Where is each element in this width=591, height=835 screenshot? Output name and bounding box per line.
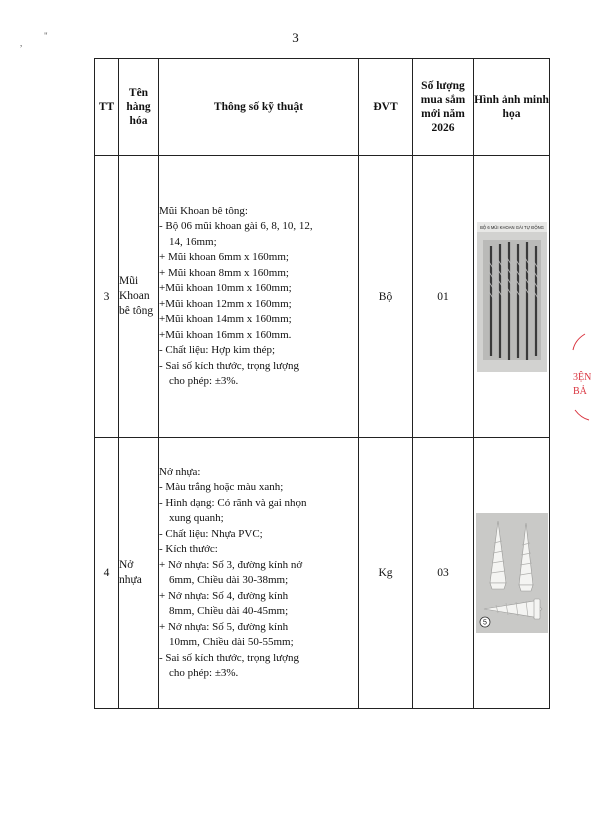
- header-image: Hình ảnh minh họa: [474, 59, 550, 156]
- spec-line: - Bộ 06 mũi khoan gài 6, 8, 10, 12,: [159, 220, 313, 232]
- row-tt: 4: [95, 438, 119, 709]
- spec-line: Nở nhựa:: [159, 465, 201, 478]
- spec-line: 8mm, Chiều dài 40-45mm;: [169, 605, 289, 617]
- spec-line: - Sai số kích thước, trọng lượng: [159, 651, 299, 664]
- scan-mark: ": [44, 31, 48, 41]
- stamp-text: BẢ: [573, 386, 587, 397]
- spec-line: 14, 16mm;: [169, 235, 217, 248]
- header-spec: Thông số kỹ thuật: [159, 59, 359, 156]
- spec-line: + Nở nhựa: Số 4, đường kính: [159, 589, 289, 602]
- spec-line: + Mũi khoan 8mm x 160mm;: [159, 266, 289, 279]
- page-number: 3: [292, 30, 299, 45]
- stamp-text: 3ỆN: [573, 372, 591, 383]
- plug-size-badge: 5: [482, 619, 487, 627]
- spec-line: - Kích thước:: [159, 543, 218, 555]
- spec-line: xung quanh;: [169, 512, 224, 524]
- row-image-cell: [474, 156, 550, 438]
- row-unit: Bộ: [359, 156, 413, 438]
- row-image-cell: [474, 438, 550, 709]
- drill-bits-image: [477, 222, 547, 372]
- header-unit: ĐVT: [359, 59, 413, 156]
- row-qty: 03: [413, 438, 474, 709]
- header-name: Tên hàng hóa: [119, 59, 159, 156]
- spec-line: cho phép: ±3%.: [169, 375, 239, 387]
- header-qty: Số lượng mua sắm mới năm 2026: [413, 59, 474, 156]
- table-header-row: [95, 59, 550, 156]
- row-spec: [159, 438, 359, 709]
- spec-line: - Màu trắng hoặc màu xanh;: [159, 481, 284, 493]
- spec-line: +Mũi khoan 14mm x 160mm;: [159, 313, 292, 325]
- spec-table: [94, 58, 550, 709]
- wall-plugs-image: [476, 513, 548, 633]
- spec-line: - Sai số kích thước, trọng lượng: [159, 359, 299, 372]
- spec-line: + Nở nhựa: Số 5, đường kính: [159, 620, 289, 633]
- drill-bits-caption: BỘ 6 MŨI KHOAN GÀI TỰ ĐỘNG: [479, 224, 544, 230]
- row-spec: [159, 156, 359, 438]
- spec-line: - Hình dạng: Có rãnh và gai nhọn: [159, 496, 307, 509]
- scan-mark: ,: [20, 38, 23, 48]
- spec-line: - Chất liệu: Nhựa PVC;: [159, 527, 263, 540]
- row-qty: 01: [413, 156, 474, 438]
- row-name: Mũi Khoan bê tông: [119, 156, 159, 438]
- header-tt: TT: [95, 59, 119, 156]
- table-row: [95, 438, 550, 709]
- spec-line: +Mũi khoan 12mm x 160mm;: [159, 297, 292, 310]
- spec-line: +Mũi khoan 16mm x 160mm.: [159, 328, 292, 341]
- red-stamp: [571, 328, 591, 428]
- row-name: Nở nhựa: [119, 438, 159, 709]
- spec-line: - Chất liệu: Hợp kim thép;: [159, 344, 276, 356]
- spec-line: + Mũi khoan 6mm x 160mm;: [159, 251, 289, 263]
- table-row: [95, 156, 550, 438]
- row-unit: Kg: [359, 438, 413, 709]
- spec-line: +Mũi khoan 10mm x 160mm;: [159, 282, 292, 294]
- spec-line: cho phép: ±3%.: [169, 667, 239, 679]
- spec-line: + Nở nhựa: Số 3, đường kính nở: [159, 558, 303, 571]
- spec-line: Mũi Khoan bê tông:: [159, 204, 248, 217]
- row-tt: 3: [95, 156, 119, 438]
- spec-line: 10mm, Chiều dài 50-55mm;: [169, 636, 294, 648]
- spec-line: 6mm, Chiều dài 30-38mm;: [169, 574, 289, 586]
